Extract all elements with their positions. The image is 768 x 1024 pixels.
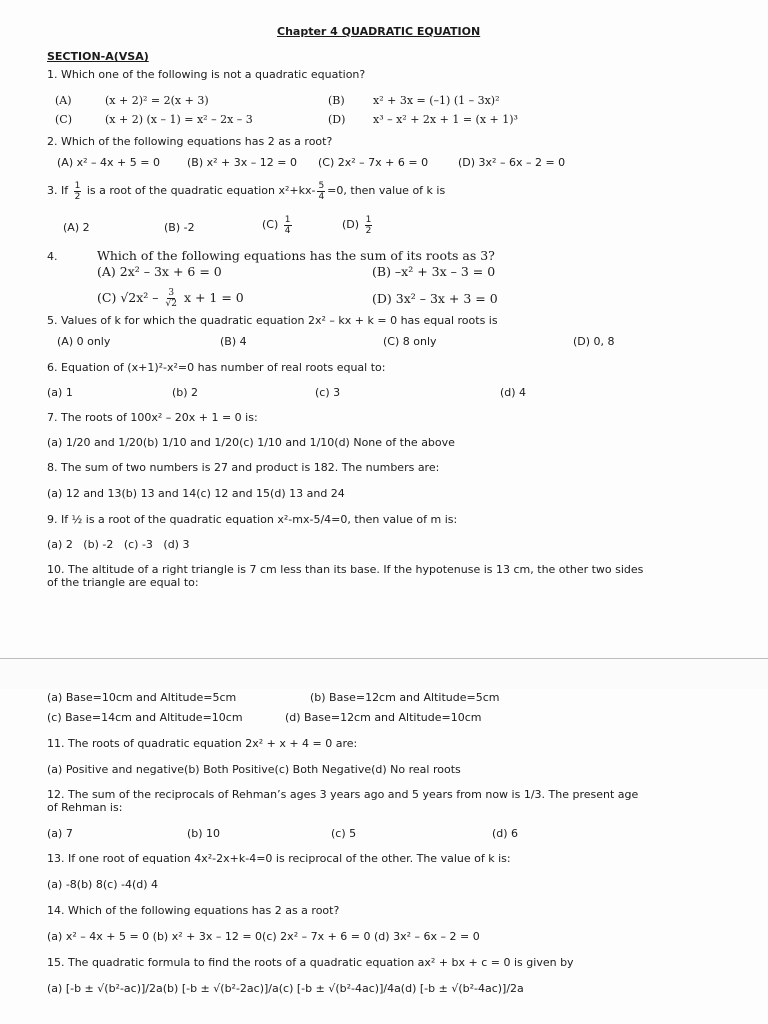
option-a: (x + 2)² = 2(x + 3) [105, 94, 209, 107]
option-d: (d) 6 [492, 827, 519, 840]
question-text: 8. The sum of two numbers is 27 and product is 182. The numbers are: [47, 461, 440, 474]
option-a: (a) Base=10cm and Altitude=5cm [47, 691, 237, 704]
fraction-three-over-root-two [165, 288, 178, 309]
question-text: 2. Which of the following equations has 2 as a root? [47, 135, 333, 148]
options-line: (a) Positive and negative(b) Both Positive(c) Both Negative(d) No real roots [47, 763, 461, 776]
option-c: (C) 8 only [383, 335, 437, 348]
option-c [97, 287, 244, 309]
option-c: (c) 3 [315, 386, 341, 399]
question-text: 6. Equation of (x+1)²-x²=0 has number of real roots equal to: [47, 361, 386, 374]
q3-prefix: 3. If [47, 184, 69, 197]
option-expression: √2x² – [120, 290, 159, 305]
question-text: 15. The quadratic formula to find the roots of a quadratic equation ax² + bx + c = 0 is given by [47, 956, 574, 969]
option-b: (b) Base=12cm and Altitude=5cm [310, 691, 500, 704]
option-a: (A) 2 [63, 221, 90, 234]
option-a: (a) 1 [47, 386, 73, 399]
fraction-one-quarter [284, 215, 292, 236]
option-c: (c) Base=14cm and Altitude=10cm [47, 711, 243, 724]
denominator: 2 [365, 225, 372, 236]
question-text: 14. Which of the following equations has 2 as a root? [47, 904, 340, 917]
option-b: (B) -2 [164, 221, 195, 234]
question-text: 11. The roots of quadratic equation 2x² + x + 4 = 0 are: [47, 737, 358, 750]
question-number: 4. [47, 250, 58, 263]
option-d: (D) 3x² – 3x + 3 = 0 [372, 291, 498, 306]
option-c: (C) 2x² – 7x + 6 = 0 [318, 156, 429, 169]
option-b: (B) 4 [220, 335, 247, 348]
fraction-one-half [74, 181, 82, 202]
option-d: (d) 4 [500, 386, 527, 399]
numerator: 3 [168, 288, 175, 298]
option-a: (A) 0 only [57, 335, 111, 348]
option-label: (C) [97, 290, 117, 305]
denominator: 2 [74, 191, 81, 202]
question-text [47, 180, 445, 202]
option-label: (C) [262, 218, 279, 231]
options-line: (a) -8(b) 8(c) -4(d) 4 [47, 878, 159, 891]
option-c: (c) 5 [331, 827, 357, 840]
section-heading: SECTION-A(VSA) [47, 50, 149, 63]
question-text-line-1: 12. The sum of the reciprocals of Rehman’s ages 3 years ago and 5 years from now is 1/3. The present age [47, 788, 639, 801]
numerator: 5 [318, 180, 325, 191]
option-b: (b) 2 [172, 386, 199, 399]
option-a: (A) x² – 4x + 5 = 0 [57, 156, 160, 169]
option-expression: x + 1 = 0 [183, 290, 244, 305]
option-b: (B) x² + 3x – 12 = 0 [187, 156, 297, 169]
option-c-label: (C) [55, 113, 72, 126]
option-c: (x + 2) (x – 1) = x² – 2x – 3 [105, 113, 253, 126]
question-text-line-2: of the triangle are equal to: [47, 576, 199, 589]
q3-suffix: =0, then value of k is [327, 184, 446, 197]
question-text: 9. If ½ is a root of the quadratic equation x²-mx-5/4=0, then value of m is: [47, 513, 458, 526]
option-c [262, 214, 294, 236]
option-a: (a) 7 [47, 827, 73, 840]
option-d: (d) Base=12cm and Altitude=10cm [285, 711, 482, 724]
page-break-divider [0, 658, 768, 659]
option-b: (b) 10 [187, 827, 221, 840]
denominator: 4 [284, 225, 291, 236]
question-text: 1. Which one of the following is not a quadratic equation? [47, 68, 366, 81]
question-text: 13. If one root of equation 4x²-2x+k-4=0 is reciprocal of the other. The value of k is: [47, 852, 511, 865]
option-b: x² + 3x = (–1) (1 – 3x)² [373, 94, 500, 107]
options-line: (a) 12 and 13(b) 13 and 14(c) 12 and 15(d) 13 and 24 [47, 487, 345, 500]
numerator: 1 [365, 214, 372, 225]
q3-mid: is a root of the quadratic equation x²+kx- [86, 184, 316, 197]
option-label: (D) [342, 218, 360, 231]
numerator: 1 [74, 180, 81, 191]
option-d-label: (D) [328, 113, 346, 126]
page-break-gap [0, 659, 768, 689]
question-text: Which of the following equations has the sum of its roots as 3? [97, 248, 495, 263]
options-line: (a) x² – 4x + 5 = 0 (b) x² + 3x – 12 = 0(c) 2x² – 7x + 6 = 0 (d) 3x² – 6x – 2 = 0 [47, 930, 480, 943]
fraction-one-half [365, 215, 373, 236]
option-b-label: (B) [328, 94, 345, 107]
fraction-five-quarters [317, 181, 325, 202]
question-text-line-1: 10. The altitude of a right triangle is 7 cm less than its base. If the hypotenuse is 13 cm, the other two sides [47, 563, 644, 576]
option-a: (A) 2x² – 3x + 6 = 0 [97, 264, 222, 279]
option-d [342, 214, 374, 236]
option-d: (D) 0, 8 [573, 335, 615, 348]
option-a-label: (A) [55, 94, 72, 107]
denominator: 4 [318, 191, 325, 202]
options-line: (a) 2 (b) -2 (c) -3 (d) 3 [47, 538, 190, 551]
question-text: 5. Values of k for which the quadratic equation 2x² – kx + k = 0 has equal roots is [47, 314, 498, 327]
option-d: (D) 3x² – 6x – 2 = 0 [458, 156, 566, 169]
question-text-line-2: of Rehman is: [47, 801, 123, 814]
option-d: x³ – x² + 2x + 1 = (x + 1)³ [373, 113, 518, 126]
numerator: 1 [284, 214, 291, 225]
question-text: 7. The roots of 100x² – 20x + 1 = 0 is: [47, 411, 258, 424]
options-line: (a) 1/20 and 1/20(b) 1/10 and 1/20(c) 1/10 and 1/10(d) None of the above [47, 436, 455, 449]
option-b: (B) –x² + 3x – 3 = 0 [372, 264, 496, 279]
chapter-title: Chapter 4 QUADRATIC EQUATION [277, 25, 481, 38]
denominator: √2 [165, 299, 177, 309]
options-line: (a) [-b ± √(b²-ac)]/2a(b) [-b ± √(b²-2ac)]/a(c) [-b ± √(b²-4ac)]/4a(d) [-b ± √(b²-4ac)]/2a [47, 982, 524, 995]
